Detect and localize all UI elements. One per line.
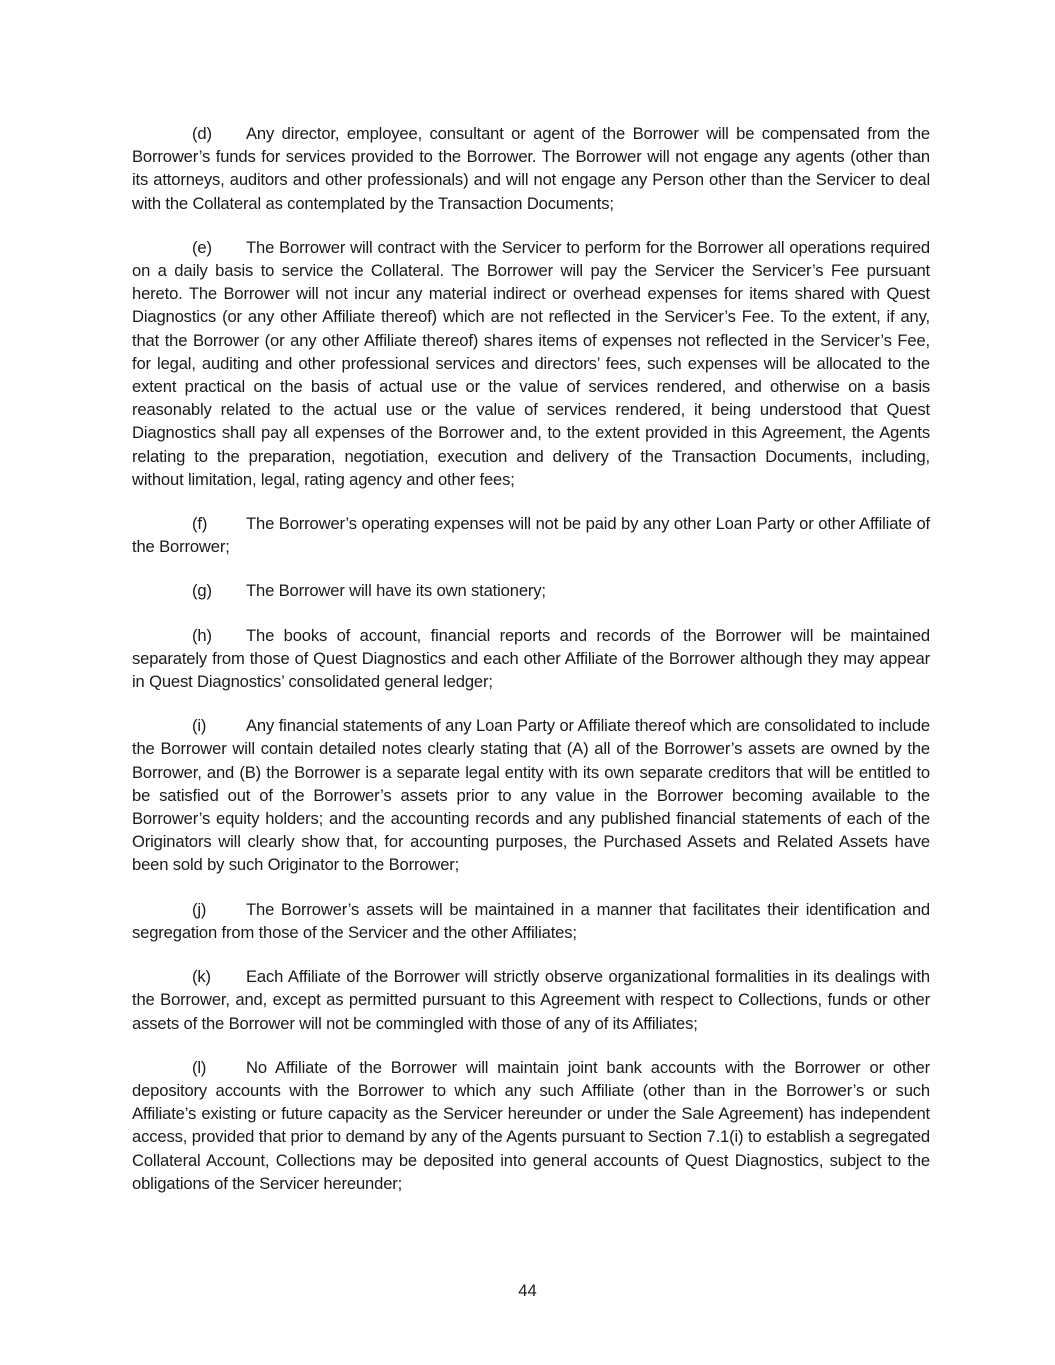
- paragraph-text: The Borrower will have its own stationery;: [246, 581, 546, 601]
- paragraph-l: [132, 1056, 930, 1195]
- paragraph-f: [132, 512, 930, 558]
- paragraph-h: [132, 624, 930, 694]
- page-number: 44: [518, 1281, 537, 1300]
- paragraph-label: (h): [192, 625, 212, 645]
- paragraph-j: [132, 898, 930, 944]
- paragraph-text: Any director, employee, consultant or agent of the Borrower will be compensated from the Borrower’s funds for services provided to the Borrower. The Borrower will not engage any agents (other than its attorneys, auditors and other professionals) and will not engage any Person other than the Servicer to deal with the Collateral as contemplated by the Transaction Documents;: [132, 124, 930, 213]
- paragraph-label: (i): [192, 716, 207, 736]
- paragraph-label: (k): [192, 967, 211, 987]
- paragraph-label: (f): [192, 514, 208, 534]
- paragraph-e: [132, 236, 930, 491]
- paragraph-g: [132, 579, 930, 602]
- paragraph-text: Any financial statements of any Loan Party or Affiliate thereof which are consolidated to include the Borrower will contain detailed notes clearly stating that (A) all of the Borrower’s assets are owned by the Borrower, and (B) the Borrower is a separate legal entity with its own separate creditors that will be entitled to be satisfied out of the Borrower’s assets prior to any value in the Borrower becoming available to the Borrower’s equity holders; and the accounting records and any published financial statements of each of the Originators will clearly show that, for accounting purposes, the Purchased Assets and Related Assets have been sold by such Originator to the Borrower;: [132, 716, 930, 875]
- paragraph-text: The Borrower’s assets will be maintained in a manner that facilitates their identification and segregation from those of the Servicer and the other Affiliates;: [132, 899, 930, 942]
- paragraph-k: [132, 965, 930, 1035]
- paragraph-label: (e): [192, 237, 212, 257]
- document-page: [132, 122, 930, 1216]
- paragraph-label: (l): [192, 1057, 207, 1077]
- paragraph-text: The Borrower will contract with the Servicer to perform for the Borrower all operations required on a daily basis to service the Collateral. The Borrower will pay the Servicer the Servicer’s Fee pursuant hereto. The Borrower will not incur any material indirect or overhead expenses for items shared with Quest Diagnostics (or any other Affiliate thereof) which are not reflected in the Servicer’s Fee. To the extent, if any, that the Borrower (or any other Affiliate thereof) shares items of expenses not reflected in the Servicer’s Fee, for legal, auditing and other professional services and directors’ fees, such expenses will be allocated to the extent practical on the basis of actual use or the value of services rendered, and otherwise on a basis reasonably related to the actual use or the value of services rendered, it being understood that Quest Diagnostics shall pay all expenses of the Borrower and, to the extent provided in this Agreement, the Agents relating to the preparation, negotiation, execution and delivery of the Transaction Documents, including, without limitation, legal, rating agency and other fees;: [132, 237, 930, 489]
- paragraph-label: (g): [192, 581, 212, 601]
- paragraph-text: The Borrower’s operating expenses will not be paid by any other Loan Party or other Affiliate of the Borrower;: [132, 514, 930, 557]
- paragraph-text: No Affiliate of the Borrower will maintain joint bank accounts with the Borrower or other depository accounts with the Borrower to which any such Affiliate (other than in the Borrower’s or such Affiliate’s existing or future capacity as the Servicer hereunder or under the Sale Agreement) has independent access, provided that prior to demand by any of the Agents pursuant to Section 7.1(i) to establish a segregated Collateral Account, Collections may be deposited into general accounts of Quest Diagnostics, subject to the obligations of the Servicer hereunder;: [132, 1057, 930, 1193]
- paragraph-label: (d): [192, 124, 212, 143]
- paragraph-d: [132, 122, 930, 215]
- paragraph-text: Each Affiliate of the Borrower will strictly observe organizational formalities in its dealings with the Borrower, and, except as permitted pursuant to this Agreement with respect to Collections, funds or other assets of the Borrower will not be commingled with those of any of its Affiliates;: [132, 967, 930, 1033]
- paragraph-label: (j): [192, 899, 207, 919]
- paragraph-text: The books of account, financial reports and records of the Borrower will be maintained separately from those of Quest Diagnostics and each other Affiliate of the Borrower although they may appear in Quest Diagnostics’ consolidated general ledger;: [132, 625, 930, 692]
- paragraph-i: [132, 714, 930, 876]
